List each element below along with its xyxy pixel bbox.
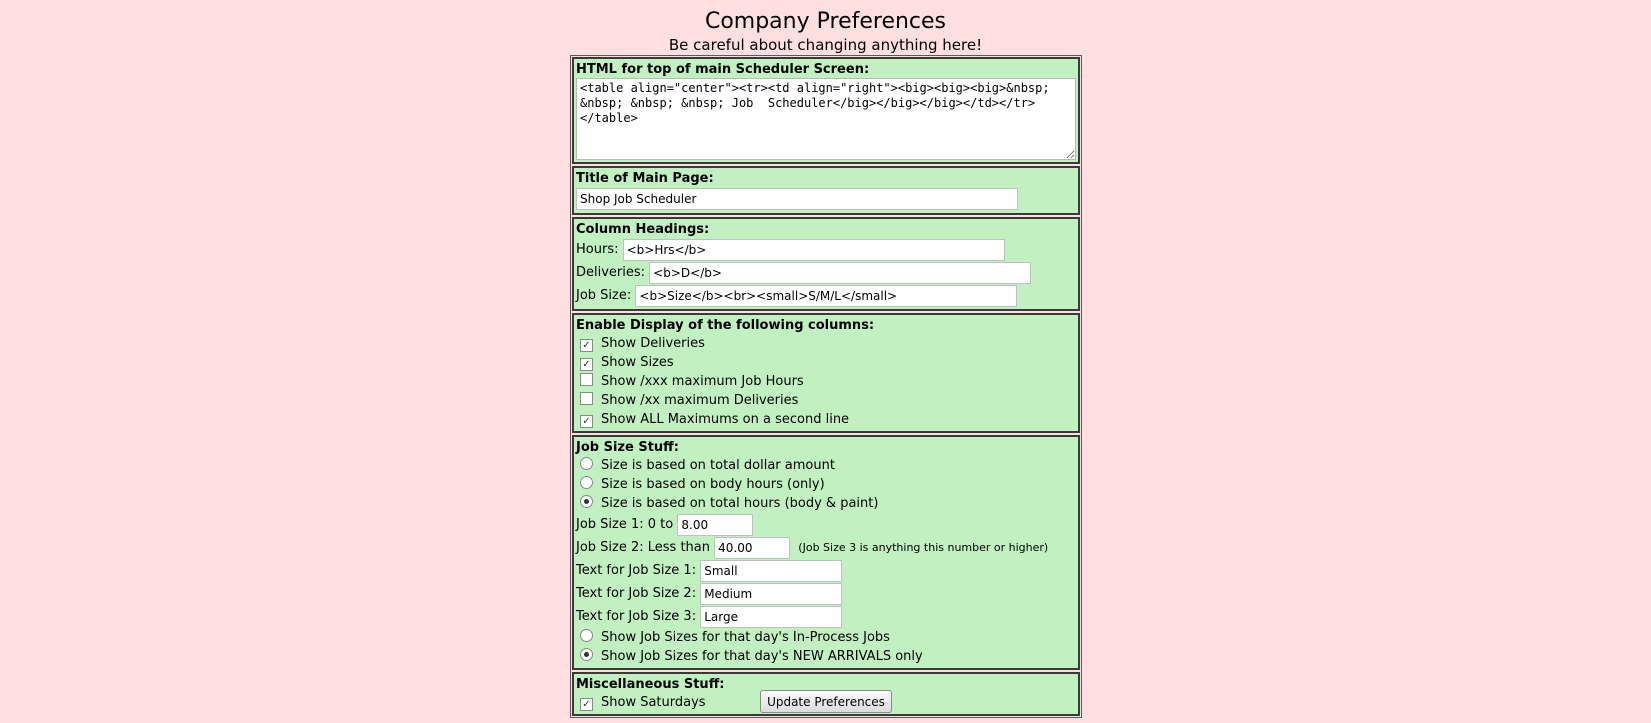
- text-job-size-1-input[interactable]: [700, 560, 842, 582]
- show-sizes-option-label: Show Job Sizes for that day's NEW ARRIVALS only: [601, 649, 923, 664]
- section-job-size: [572, 435, 1080, 670]
- preferences-form: [570, 55, 1082, 718]
- display-column-option-label: Show Deliveries: [601, 336, 705, 351]
- jobsize-heading-input[interactable]: [635, 285, 1017, 307]
- size-basis-option-radio[interactable]: [580, 457, 593, 470]
- section-column-headings: [572, 217, 1080, 311]
- html-top-textarea[interactable]: [576, 78, 1076, 160]
- size-basis-option-label: Size is based on body hours (only): [601, 477, 825, 492]
- job-size-3-note: (Job Size 3 is anything this number or higher): [798, 541, 1049, 554]
- job-size-1-input[interactable]: [677, 514, 753, 536]
- show-sizes-option-radio[interactable]: [580, 629, 593, 642]
- display-columns-heading: Enable Display of the following columns:: [576, 318, 875, 333]
- display-column-option-checkbox[interactable]: [580, 392, 593, 405]
- size-basis-option-radio[interactable]: [580, 476, 593, 489]
- text-job-size-3-label: Text for Job Size 3:: [576, 609, 697, 624]
- main-title-heading: Title of Main Page:: [576, 171, 714, 186]
- jobsize-label: Job Size:: [576, 288, 632, 303]
- size-basis-option-row[interactable]: [576, 494, 1076, 513]
- section-main-title: [572, 166, 1080, 215]
- job-size-2-label: Job Size 2: Less than: [576, 540, 711, 555]
- display-column-option-label: Show /xx maximum Deliveries: [601, 393, 799, 408]
- display-column-option-checkbox[interactable]: ✓: [580, 415, 593, 428]
- show-sizes-option-radio[interactable]: [580, 648, 593, 661]
- section-html-top: [572, 57, 1080, 164]
- page-title: Company Preferences: [704, 9, 947, 34]
- size-basis-option-label: Size is based on total hours (body & paint): [601, 496, 879, 511]
- display-column-option-checkbox[interactable]: ✓: [580, 358, 593, 371]
- display-column-option-label: Show Sizes: [601, 355, 674, 370]
- size-basis-option-row[interactable]: [576, 456, 1076, 475]
- display-column-option-row[interactable]: [576, 391, 1076, 410]
- deliveries-heading-input[interactable]: [649, 262, 1031, 284]
- main-title-input[interactable]: [576, 188, 1018, 210]
- display-column-option-label: Show /xxx maximum Job Hours: [601, 374, 804, 389]
- display-column-option-row[interactable]: [576, 372, 1076, 391]
- deliveries-label: Deliveries:: [576, 265, 646, 280]
- column-headings-heading: Column Headings:: [576, 222, 710, 237]
- hours-label: Hours:: [576, 242, 619, 257]
- page-subtitle: Be careful about changing anything here!: [668, 36, 983, 54]
- show-sizes-option-row[interactable]: [576, 647, 1076, 666]
- size-basis-option-row[interactable]: [576, 475, 1076, 494]
- text-job-size-2-label: Text for Job Size 2:: [576, 586, 697, 601]
- update-preferences-button[interactable]: Update Preferences: [760, 690, 892, 713]
- display-column-option-checkbox[interactable]: [580, 373, 593, 386]
- show-saturdays-checkbox[interactable]: ✓: [580, 698, 593, 711]
- size-basis-option-radio[interactable]: [580, 495, 593, 508]
- display-column-option-row[interactable]: [576, 410, 1076, 429]
- size-basis-option-label: Size is based on total dollar amount: [601, 458, 835, 473]
- job-size-1-label: Job Size 1: 0 to: [576, 517, 674, 532]
- display-column-option-label: Show ALL Maximums on a second line: [601, 412, 850, 427]
- show-sizes-option-row[interactable]: [576, 628, 1076, 647]
- display-column-option-checkbox[interactable]: ✓: [580, 339, 593, 352]
- display-column-option-row[interactable]: [576, 334, 1076, 353]
- section-display-columns: [572, 313, 1080, 433]
- text-job-size-2-input[interactable]: [700, 583, 842, 605]
- display-column-option-row[interactable]: [576, 353, 1076, 372]
- text-job-size-1-label: Text for Job Size 1:: [576, 563, 697, 578]
- job-size-heading: Job Size Stuff:: [576, 440, 679, 455]
- text-job-size-3-input[interactable]: [700, 606, 842, 628]
- show-sizes-option-label: Show Job Sizes for that day's In-Process Jobs: [601, 630, 890, 645]
- html-top-heading: HTML for top of main Scheduler Screen:: [576, 62, 870, 77]
- job-size-2-input[interactable]: [714, 537, 790, 559]
- hours-heading-input[interactable]: [623, 239, 1005, 261]
- misc-heading: Miscellaneous Stuff:: [576, 677, 725, 692]
- show-saturdays-label: Show Saturdays: [601, 695, 706, 710]
